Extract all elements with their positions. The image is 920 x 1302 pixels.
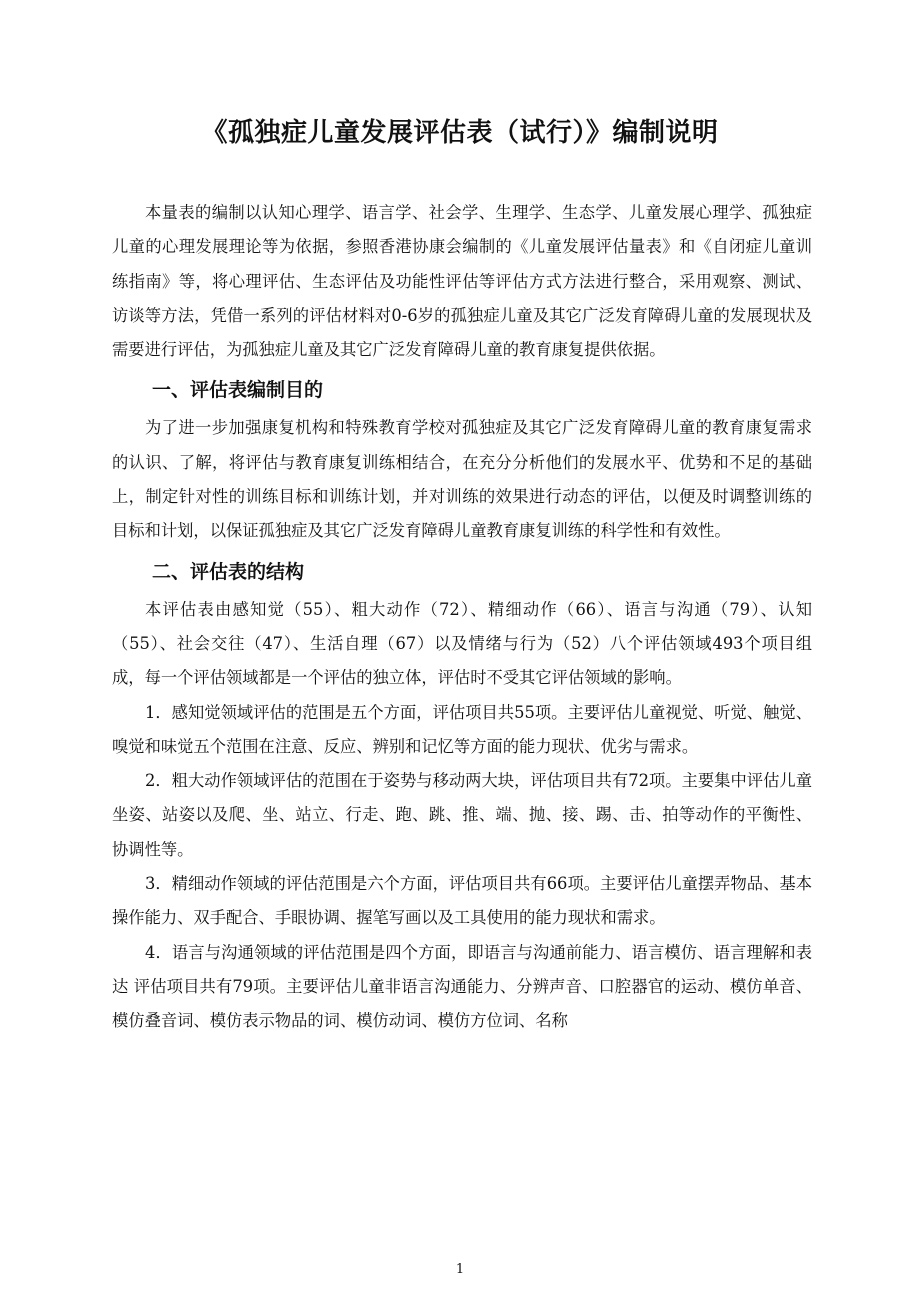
document-body: [112, 196, 812, 1039]
domain-item-fine-motor: 3．精细动作领域的评估范围是六个方面，评估项目共有66项。主要评估儿童摆弄物品、基本操作能力、双手配合、手眼协调、握笔写画以及工具使用的能力现状和需求。: [112, 874, 812, 928]
document-title: 《孤独症儿童发展评估表（试行）》编制说明: [201, 118, 719, 148]
domain-item-perception: 1．感知觉领域评估的范围是五个方面，评估项目共55项。主要评估儿童视觉、听觉、触觉、嗅觉和味觉五个范围在注意、反应、辨别和记忆等方面的能力现状、优劣与需求。: [112, 702, 812, 756]
domain-item-gross-motor: 2．粗大动作领域评估的范围在于姿势与移动两大块，评估项目共有72项。主要集中评估儿童坐姿、站姿以及爬、坐、站立、行走、跑、跳、推、端、抛、接、踢、击、拍等动作的平衡性、协调性等。: [112, 771, 812, 859]
page-number: 1: [455, 1262, 465, 1277]
structure-paragraph: 本评估表由感知觉（55）、粗大动作（72）、精细动作（66）、语言与沟通（79）、认知（55）、社会交往（47）、生活自理（67）以及情绪与行为（52）八个评估领域493个项目组成，每一个评估领域都是一个评估的独立体，评估时不受其它评估领域的影响。: [112, 599, 812, 688]
section-heading-structure: 二、评估表的结构: [152, 560, 305, 583]
intro-paragraph: 本量表的编制以认知心理学、语言学、社会学、生理学、生态学、儿童发展心理学、孤独症儿童的心理发展理论等为依据，参照香港协康会编制的《儿童发展评估量表》和《自闭症儿童训练指南》等，将心理评估、生态评估及功能性评估等评估方式方法进行整合，采用观察、测试、访谈等方法，凭借一系列的评估材料对0-6岁的孤独症儿童及其它广泛发育障碍儿童的发展现状及需要进行评估，为孤独症儿童及其它广泛发育障碍儿童的教育康复提供依据。: [112, 203, 812, 360]
domain-item-language: 4．语言与沟通领域的评估范围是四个方面，即语言与沟通前能力、语言模仿、语言理解和表达 评估项目共有79项。主要评估儿童非语言沟通能力、分辨声音、口腔器官的运动、模仿单音、模仿叠音词、模仿表示物品的词、模仿动词、模仿方位词、名称: [112, 942, 812, 1031]
purpose-paragraph: 为了进一步加强康复机构和特殊教育学校对孤独症及其它广泛发育障碍儿童的教育康复需求的认识、了解，将评估与教育康复训练相结合，在充分分析他们的发展水平、优势和不足的基础上，制定针对性的训练目标和训练计划，并对训练的效果进行动态的评估，以便及时调整训练的目标和计划，以保证孤独症及其它广泛发育障碍儿童教育康复训练的科学性和有效性。: [112, 418, 812, 541]
section-heading-purpose: 一、评估表编制目的: [152, 379, 324, 402]
